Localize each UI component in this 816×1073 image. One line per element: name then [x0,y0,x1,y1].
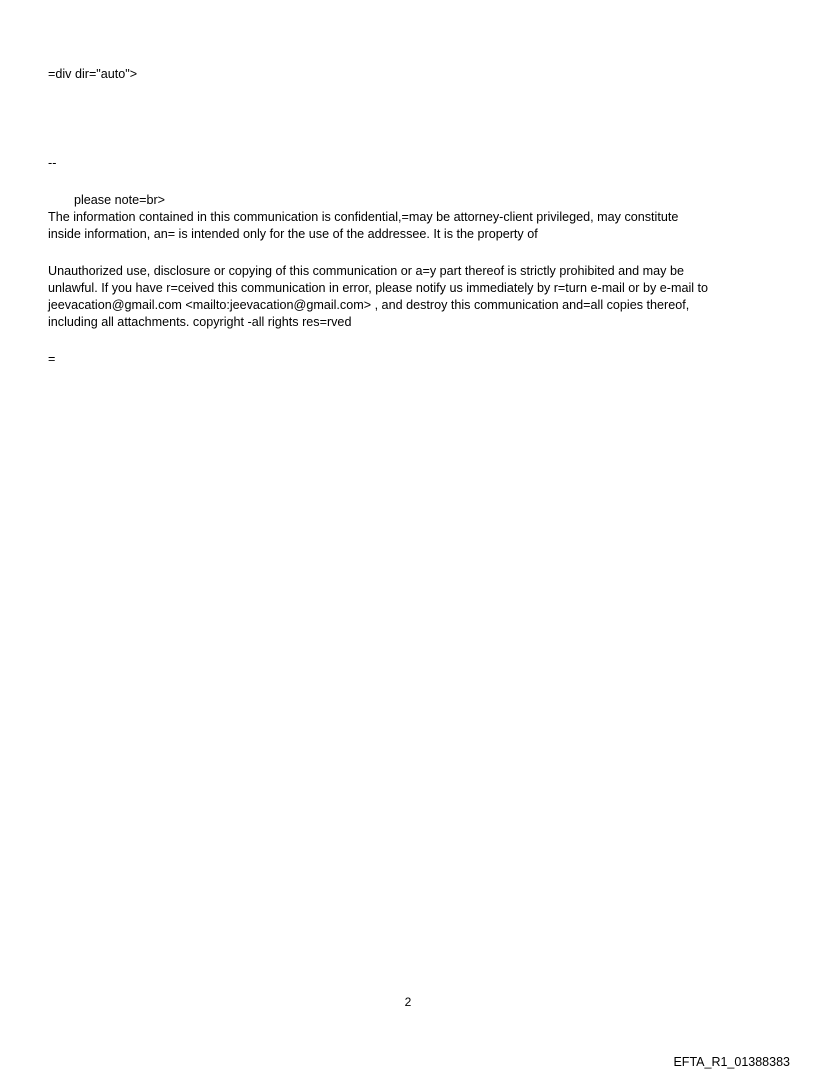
paragraph-line: inside information, an= is intended only for the use of the addressee. It is the property of [48,227,538,241]
html-fragment-line: =div dir="auto"> [48,67,138,81]
document-id: EFTA_R1_01388383 [673,1055,790,1069]
paragraph-line: unlawful. If you have r=ceived this communication in error, please notify us immediately by r=turn e-mail or by e-mail to [48,281,709,295]
page-number: 2 [404,995,412,1009]
signature-separator: -- [48,156,57,170]
paragraph-line: jeevacation@gmail.com <mailto:jeevacation@gmail.com> , and destroy this communication and=all copies thereof, [48,298,690,312]
note-line: please note=br> [74,193,166,207]
trailing-equals: = [48,352,56,366]
paragraph-line: The information contained in this communication is confidential,=may be attorney-client privileged, may constitute [48,210,679,224]
paragraph-line: Unauthorized use, disclosure or copying of this communication or a=y part thereof is strictly prohibited and may be [48,264,684,278]
paragraph-line: including all attachments. copyright -all rights res=rved [48,315,352,329]
